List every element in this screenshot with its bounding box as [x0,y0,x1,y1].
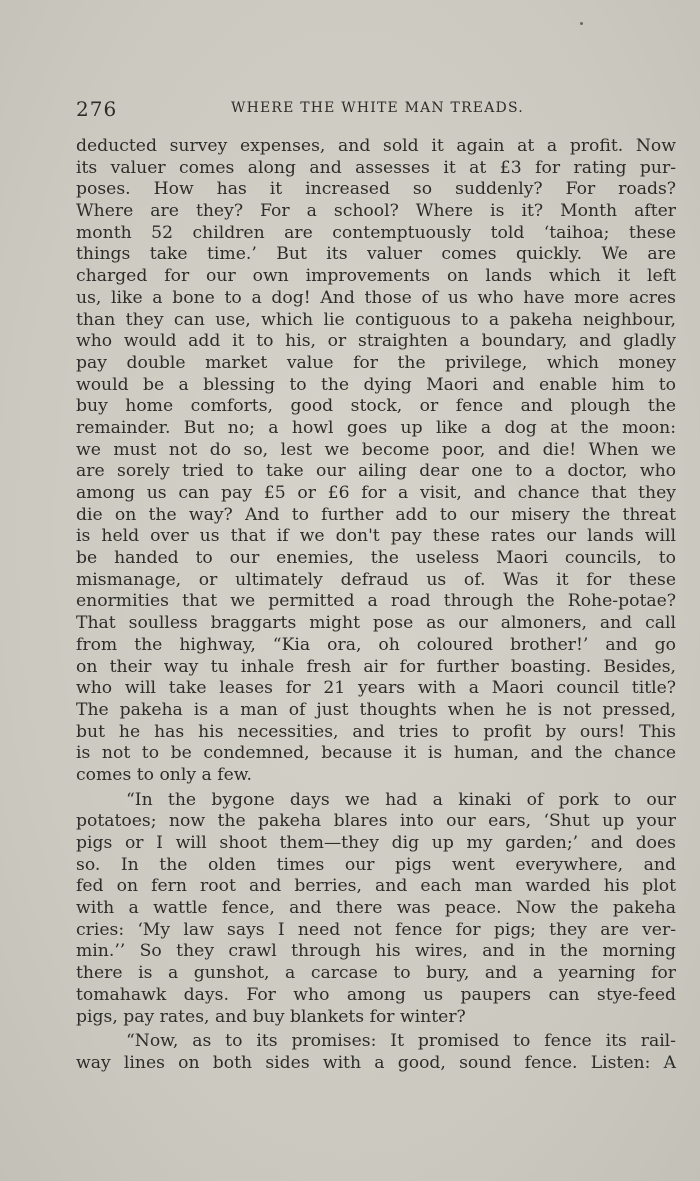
text-line: pigs or I will shoot them—they dig up my garden;’ and does [76,833,676,853]
text-line: Where are they? For a school? Where is it? Month after [76,201,676,222]
text-line: month 52 children are contemptuously told ‘taihoa; these [76,222,676,243]
text-line: “In the bygone days we had a kinaki of pork to our [126,789,676,810]
text-line: “Now, as to its promises: It promised to fence its rail- [126,1031,676,1052]
paragraph [76,790,676,1029]
text-line: who would add it to his, or straighten a boundary, and gladly [76,331,676,352]
text-line: min.’’ So they crawl through his wires, and in the morning [76,941,676,962]
text-line: there is a gunshot, a carcase to bury, and a yearning for [76,963,676,984]
text-line: but he has his necessities, and tries to profit by ours! This [76,721,676,742]
text-line: would be a blessing to the dying Maori and enable him to [76,374,676,395]
text-line: mismanage, or ultimately defraud us of. Was it for these [76,569,676,590]
text-line: who will take leases for 21 years with a Maori council title? [76,678,676,699]
text-line: is held over us that if we don't pay these rates our lands will [76,526,676,547]
text-line: things take time.’ But its valuer comes quickly. We are [76,244,676,265]
page-number: 276 [76,97,118,121]
text-line: tomahawk days. For who among us paupers can stye-feed [76,984,676,1005]
text-line: us, like a bone to a dog! And those of us who have more acres [76,287,676,308]
text-line: among us can pay £5 or £6 for a visit, and chance that they [76,483,676,503]
text-line: That soulless braggarts might pose as our almoners, and call [76,613,676,634]
paragraph [76,136,676,787]
text-line: remainder. But no; a howl goes up like a dog at the moon: [76,417,676,438]
text-line: we must not do so, lest we become poor, and die! When we [76,439,676,460]
text-line: with a wattle fence, and there was peace. Now the pakeha [76,898,676,919]
text-line: than they can use, which lie contiguous to a pakeha neighbour, [76,309,676,330]
text-line: pigs, pay rates, and buy blankets for winter? [76,1006,466,1027]
text-line: enormities that we permitted a road through the Rohe-potae? [76,591,676,612]
text-line: fed on fern root and berries, and each man warded his plot [76,876,676,897]
paragraph [76,1031,676,1074]
text-line: potatoes; now the pakeha blares into our ears, ‘Shut up your [76,811,676,832]
text-line: are sorely tried to take our ailing dear one to a doctor, who [76,461,676,482]
text-line: be handed to our enemies, the useless Maori councils, to [76,548,676,569]
text-line: comes to only a few. [76,764,252,785]
text-line: poses. How has it increased so suddenly? For roads? [76,179,676,200]
text-line: charged for our own improvements on lands which it left [76,266,676,287]
text-line: is not to be condemned, because it is human, and the chance [76,743,676,764]
text-line: pay double market value for the privilege, which money [76,352,676,373]
text-line: cries: ‘My law says I need not fence for pigs; they are ver- [76,919,676,940]
text-line: its valuer comes along and assesses it at £3 for rating pur- [76,157,676,178]
text-line: so. In the olden times our pigs went everywhere, and [76,854,676,875]
body-text [76,136,676,1075]
text-line: way lines on both sides with a good, sound fence. Listen: A [76,1052,676,1073]
running-title: WHERE THE WHITE MAN TREADS. [231,100,524,116]
text-line: The pakeha is a man of just thoughts when he is not pressed, [76,699,676,720]
running-head [76,97,676,121]
text-line: from the highway, “Kia ora, oh coloured brother!’ and go [76,634,676,655]
text-line: deducted survey expenses, and sold it again at a profit. Now [76,136,676,156]
text-line: die on the way? And to further add to our misery the threat [76,504,676,525]
text-line: buy home comforts, good stock, or fence and plough the [76,396,676,417]
paper-speck [580,22,583,25]
text-line: on their way tu inhale fresh air for further boasting. Besides, [76,656,676,677]
